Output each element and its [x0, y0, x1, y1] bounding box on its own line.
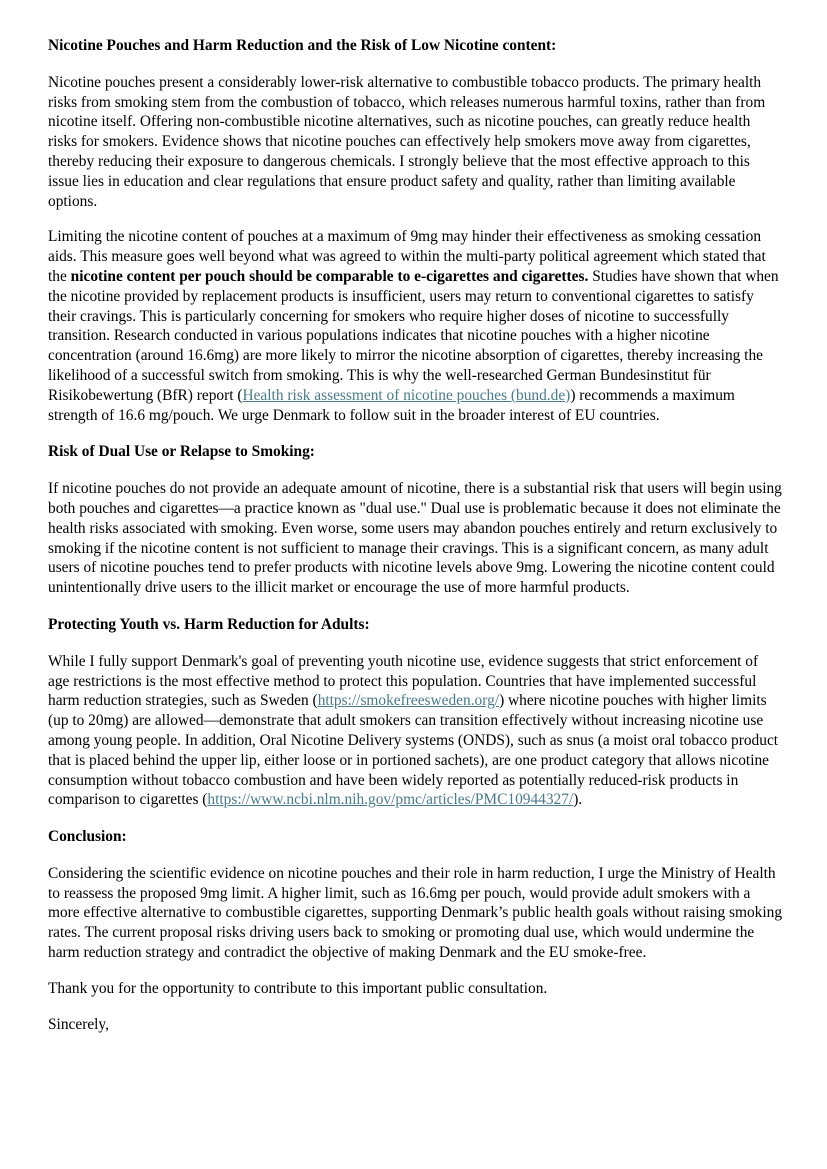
section-heading-dual-use: Risk of Dual Use or Relapse to Smoking:: [48, 443, 315, 461]
paragraph-text: ).: [573, 791, 583, 809]
document-body: [48, 36, 783, 1034]
smokefree-sweden-link[interactable]: https://smokefreesweden.org/: [317, 692, 500, 710]
paragraph-text: ) where nicotine pouches with higher limits (up to 20mg) are allowed—demonstrate that adult smokers can transition effectively without increasing nicotine use among young people. In addition, Oral Nicotine Delivery systems (ONDS), such as snus (a moist oral tobacco product that is placed behind the upper lip, either loose or in portioned sachets), are one product category that allows nicotine consumption without tobacco combustion and have been widely reported as potentially reduced-risk products in comparison to cigarettes (: [48, 692, 779, 809]
paragraph-conclusion: Considering the scientific evidence on nicotine pouches and their role in harm reduction, I urge the Ministry of Health to reassess the proposed 9mg limit. A higher limit, such as 16.6mg per pouch, would provide adult smokers with a more effective alternative to combustible cigarettes, supporting Denmark’s public health goals without raising smoking rates. The current proposal risks driving users back to smoking or promoting dual use, which would undermine the harm reduction strategy and contradict the objective of making Denmark and the EU smoke-free.: [48, 864, 783, 962]
paragraph-dual-use: If nicotine pouches do not provide an adequate amount of nicotine, there is a substantial risk that users will begin using both pouches and cigarettes—a practice known as "dual use." Dual use is problematic because it does not eliminate the health risks associated with smoking. Even worse, some users may abandon pouches entirely and return exclusively to smoking if the nicotine content is not sufficient to manage their cravings. This is a significant concern, as many adult users of nicotine pouches tend to prefer products with nicotine levels above 9mg. Lowering the nicotine content could unintentionally drive users to the illicit market or encourage the use of more harmful products.: [48, 480, 782, 597]
paragraph-lower-risk: Nicotine pouches present a considerably lower-risk alternative to combustible tobacco products. The primary health risks from smoking stem from the combustion of tobacco, which releases numerous harmful toxins, rather than from nicotine itself. Offering non-combustible nicotine alternatives, such as nicotine pouches, can greatly reduce health risks for smokers. Evidence shows that nicotine pouches can effectively help smokers move away from cigarettes, thereby reducing their exposure to dangerous chemicals. I strongly believe that the most effective approach to this issue lies in education and clear regulations that ensure product safety and quality, rather than limiting available options.: [48, 73, 766, 210]
paragraph-text: ) recommends a maximum strength of 16.6 mg/pouch. We urge Denmark to follow suit in the broader interest of EU countries.: [48, 386, 735, 424]
paragraph-youth: [48, 652, 783, 810]
bold-statement: nicotine content per pouch should be comparable to e-cigarettes and cigarettes.: [70, 267, 589, 285]
section-heading-harm-reduction: Nicotine Pouches and Harm Reduction and the Risk of Low Nicotine content:: [48, 37, 557, 54]
paragraph-text: Studies have shown that when the nicotine provided by replacement products is insufficient, users may return to conventional cigarettes to satisfy their cravings. This is particularly concerning for smokers who require higher doses of nicotine to successfully transition. Research conducted in various populations indicates that nicotine pouches with a higher nicotine concentration (around 16.6mg) are more likely to mirror the nicotine absorption of cigarettes, thereby increasing the likelihood of a successful switch from smoking. This is why the well-researched German Bundesinstitut für Risikobewertung (BfR) report (: [48, 267, 779, 404]
bfr-report-link[interactable]: Health risk assessment of nicotine pouches (bund.de): [242, 386, 571, 404]
paragraph-nicotine-limit: [48, 227, 783, 425]
section-heading-conclusion: Conclusion:: [48, 828, 127, 846]
ncbi-article-link[interactable]: https://www.ncbi.nlm.nih.gov/pmc/articles/PMC10944327/: [207, 791, 574, 809]
closing-salutation: Sincerely,: [48, 1015, 109, 1033]
section-heading-youth: Protecting Youth vs. Harm Reduction for Adults:: [48, 615, 370, 633]
paragraph-thanks: Thank you for the opportunity to contribute to this important public consultation.: [48, 979, 548, 997]
paragraph-text: While I fully support Denmark's goal of preventing youth nicotine use, evidence suggests that strict enforcement of age restrictions is the most effective method to protect this population. Countries that have implemented successful harm reduction strategies, such as Sweden (: [48, 652, 759, 710]
paragraph-text: Limiting the nicotine content of pouches at a maximum of 9mg may hinder their effectiveness as smoking cessation aids. This measure goes well beyond what was agreed to within the multi-party political agreement which stated that the: [48, 228, 766, 285]
